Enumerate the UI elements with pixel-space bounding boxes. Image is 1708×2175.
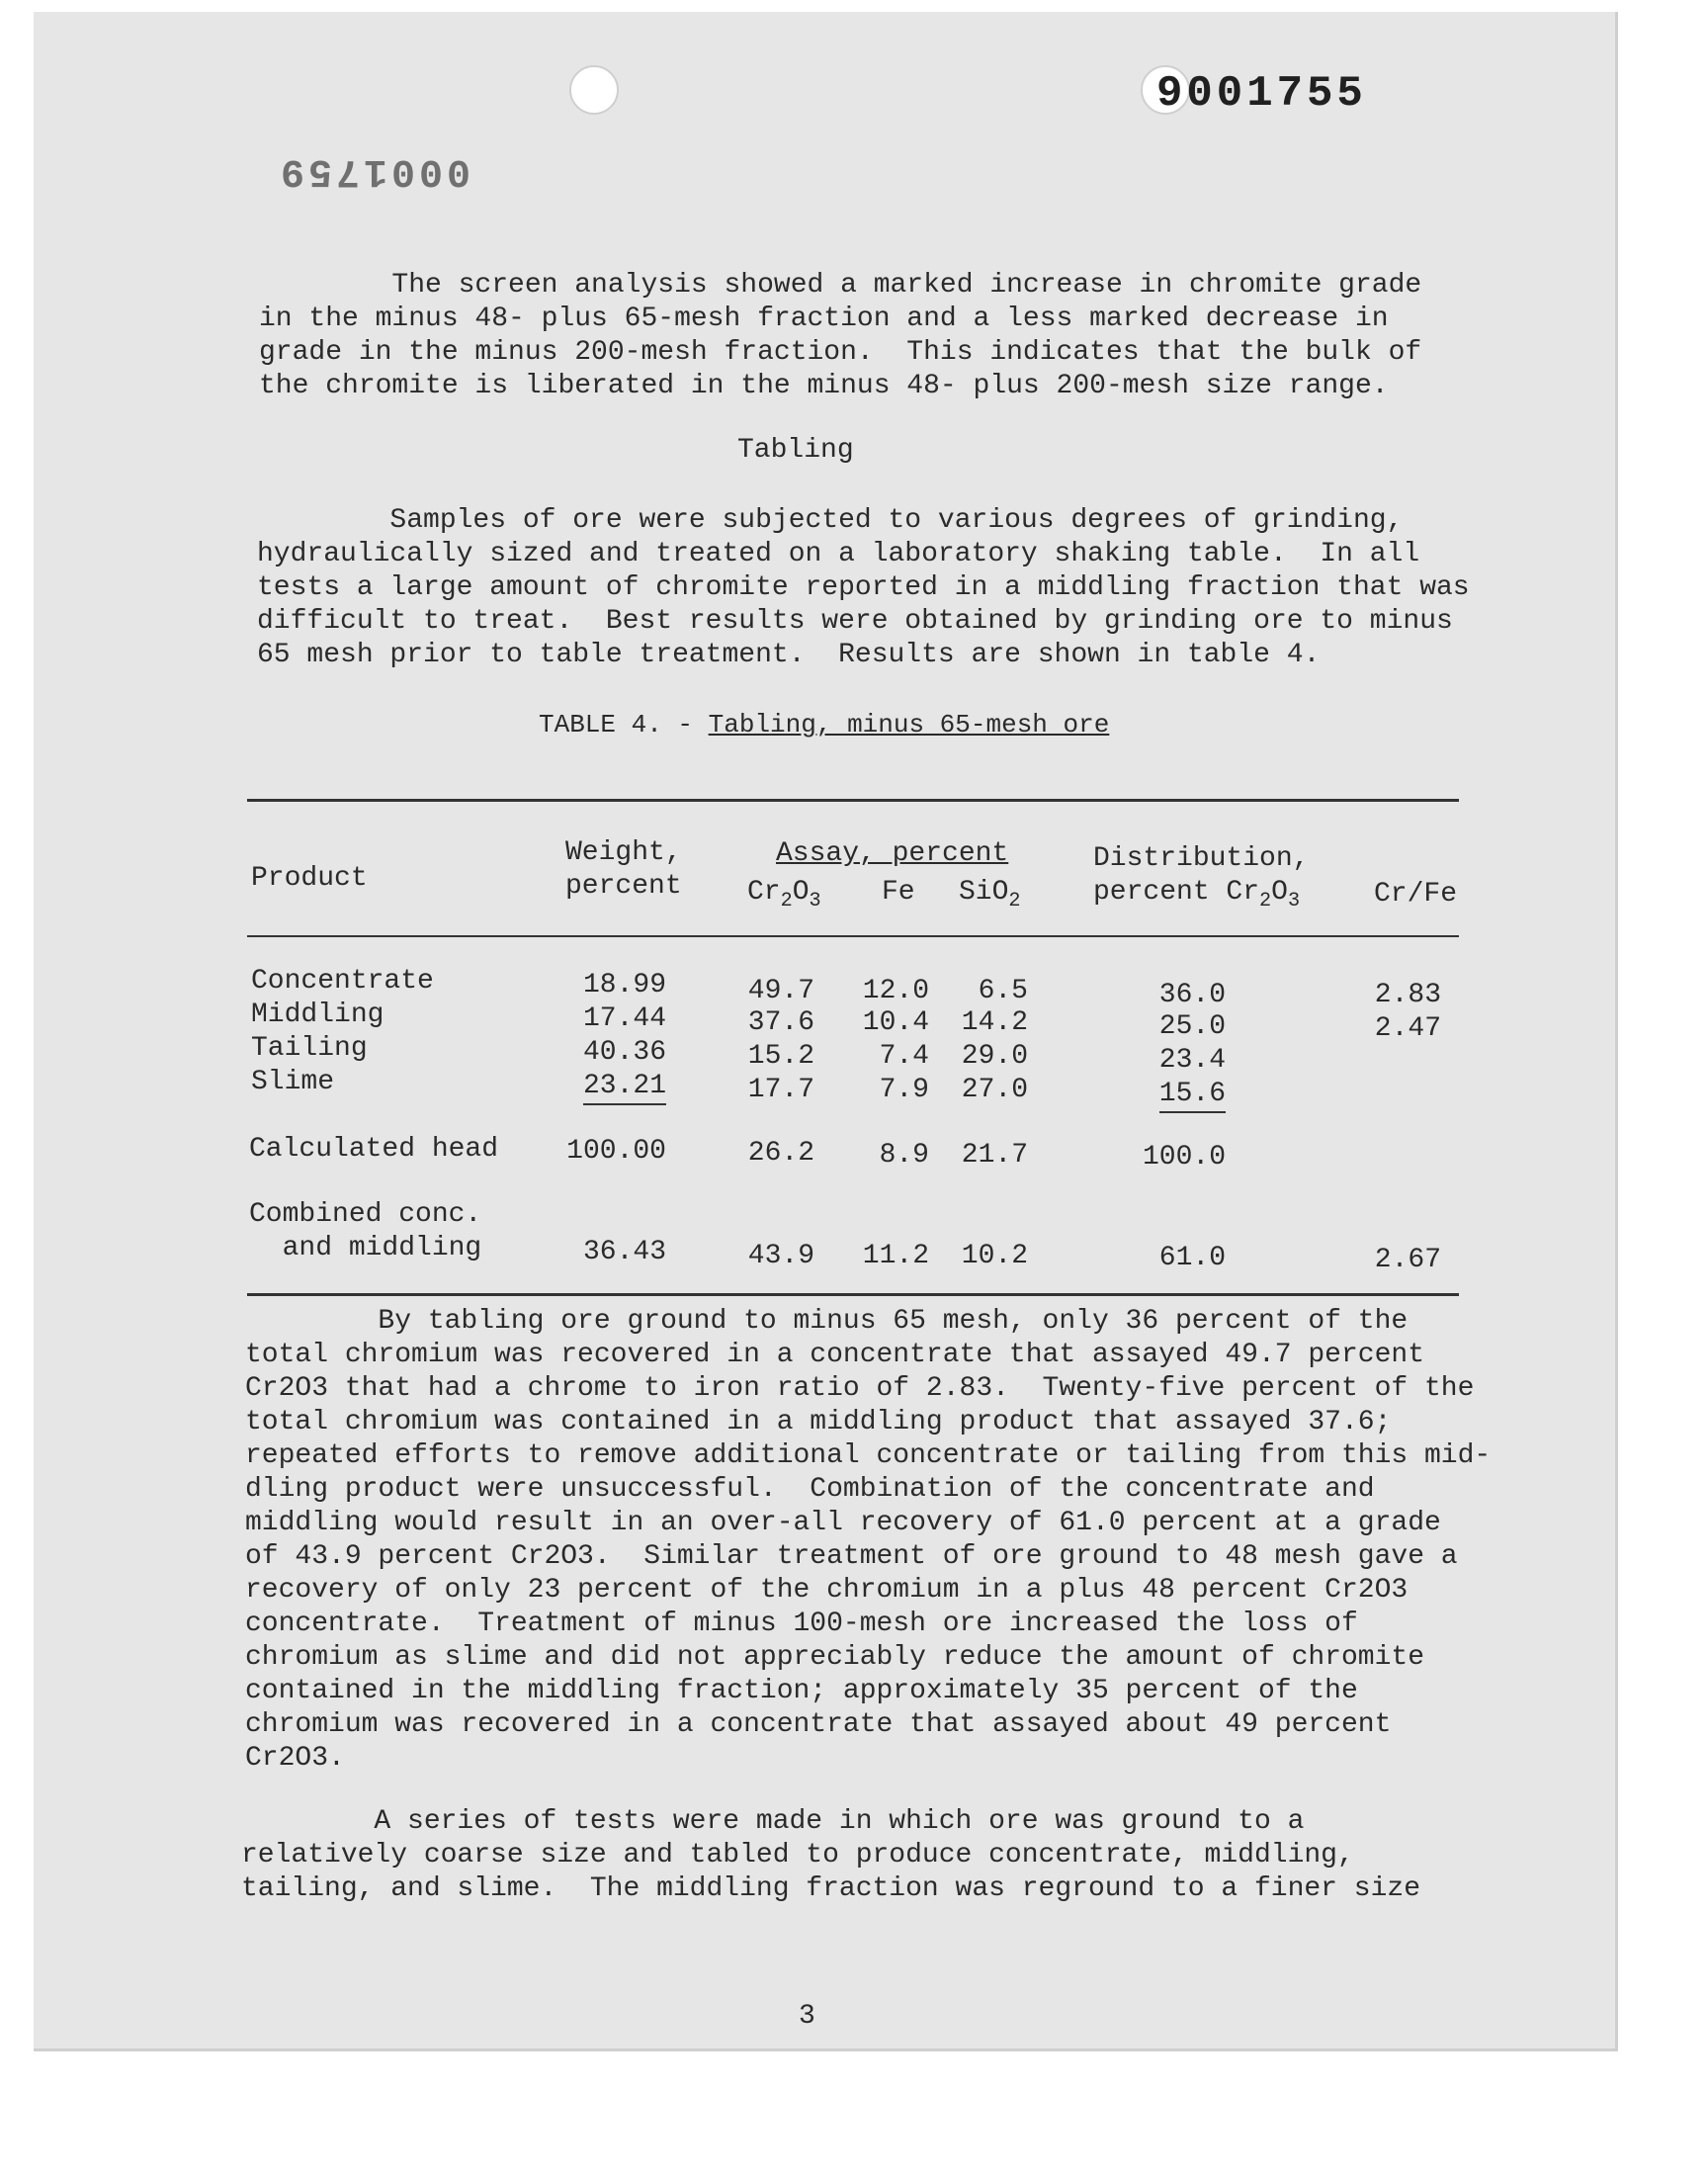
header-fe: Fe xyxy=(882,877,915,908)
page-number: 3 xyxy=(799,2001,815,2032)
table-row-cr2o3: 49.7 xyxy=(747,976,814,1006)
header-crfe: Cr/Fe xyxy=(1374,879,1458,910)
table-row-fe: 11.2 xyxy=(862,1241,929,1271)
table-top-rule xyxy=(247,799,1459,802)
text-line: in the minus 48- plus 65-mesh fraction and a less marked decrease in xyxy=(259,304,1389,334)
underlined-distribution: 15.6 xyxy=(1159,1079,1226,1113)
header-distribution-line2: percent $Cr_2O_3$ xyxy=(1093,877,1301,914)
table-row-fe: 8.9 xyxy=(879,1140,929,1171)
text-line: contained in the middling fraction; approximately 35 percent of the xyxy=(245,1676,1358,1706)
text-line: chromium was recovered in a concentrate that assayed about 49 percent xyxy=(245,1709,1392,1740)
text-line: Cr2O3 that had a chrome to iron ratio of 2.83. Twenty-five percent of the xyxy=(245,1373,1475,1404)
table-row-product: Calculated head xyxy=(249,1134,499,1165)
table-row-fe: 7.4 xyxy=(879,1041,929,1072)
table-caption xyxy=(539,710,1109,740)
text-line: chromium as slime and did not appreciably reduce the amount of chromite xyxy=(245,1642,1424,1673)
text-line: relatively coarse size and tabled to produce concentrate, middling, xyxy=(241,1840,1354,1870)
table-row-distribution: 61.0 xyxy=(1158,1243,1226,1273)
table-row-product: Middling xyxy=(251,1000,384,1030)
table-row-cr2o3: 43.9 xyxy=(747,1241,814,1271)
table-row-weight: 36.43 xyxy=(582,1237,666,1267)
table-row-weight: 40.36 xyxy=(582,1037,666,1068)
table-row-sio2: 27.0 xyxy=(961,1075,1028,1105)
table-row-weight: 100.00 xyxy=(566,1136,666,1167)
text-line: tests a large amount of chromite reported in a middling fraction that was xyxy=(257,572,1470,603)
text-line: grade in the minus 200-mesh fraction. This indicates that the bulk of xyxy=(259,337,1422,368)
table-title: Tabling, minus 65-mesh ore xyxy=(708,710,1110,740)
table-row-fe: 10.4 xyxy=(862,1007,929,1038)
table-number: TABLE 4. - xyxy=(539,710,709,740)
table-bottom-rule xyxy=(247,1293,1459,1296)
table-row-distribution: 25.0 xyxy=(1158,1011,1226,1042)
table-row-distribution xyxy=(1137,1078,1226,1111)
text-line: repeated efforts to remove additional concentrate or tailing from this mid- xyxy=(245,1440,1492,1471)
table-row-product-line1: Combined conc. xyxy=(249,1199,482,1230)
text-line: tailing, and slime. The middling fraction was reground to a finer size xyxy=(241,1873,1420,1904)
table-row-sio2: 14.2 xyxy=(961,1007,1028,1038)
document-id-stamp: 9001755 xyxy=(1156,69,1367,119)
text-line: difficult to treat. Best results were obtained by grinding ore to minus xyxy=(257,606,1453,637)
header-distribution-line1: Distribution, xyxy=(1093,843,1310,874)
text-line: middling would result in an over-all recovery of 61.0 percent at a grade xyxy=(245,1508,1441,1538)
closing-paragraph xyxy=(241,1805,1420,1906)
table-row-sio2: 6.5 xyxy=(978,976,1028,1006)
text-line: total chromium was recovered in a concentrate that assayed 49.7 percent xyxy=(245,1340,1424,1370)
table-header-rule xyxy=(247,935,1459,937)
table-row-fe: 12.0 xyxy=(862,976,929,1006)
header-product: Product xyxy=(251,863,368,894)
table-row-distribution: 23.4 xyxy=(1158,1045,1226,1076)
table-row-sio2: 21.7 xyxy=(961,1140,1028,1171)
tabling-paragraph xyxy=(257,504,1470,672)
table-row-distribution: 36.0 xyxy=(1158,980,1226,1010)
section-heading: Tabling xyxy=(737,435,854,466)
header-weight-line2: percent xyxy=(565,871,682,902)
text-line: Samples of ore were subjected to various degrees of grinding, xyxy=(257,505,1404,536)
header-weight-line1: Weight, xyxy=(565,837,682,868)
text-line: of 43.9 percent Cr2O3. Similar treatment of ore ground to 48 mesh gave a xyxy=(245,1541,1458,1572)
discussion-paragraph xyxy=(245,1305,1491,1776)
mirrored-id-stamp: 0001759 xyxy=(277,148,471,193)
table-row-weight xyxy=(563,1070,666,1103)
table-row-sio2: 29.0 xyxy=(961,1041,1028,1072)
table-row-crfe: 2.67 xyxy=(1374,1245,1441,1275)
table-row-product: Slime xyxy=(251,1067,335,1097)
text-line: hydraulically sized and treated on a laboratory shaking table. In all xyxy=(257,539,1420,569)
text-line: recovery of only 23 percent of the chromium in a plus 48 percent Cr2O3 xyxy=(245,1575,1409,1606)
text-line: total chromium was contained in a middling product that assayed 37.6; xyxy=(245,1407,1392,1437)
table-row-weight: 17.44 xyxy=(582,1003,666,1034)
text-line: the chromite is liberated in the minus 48- plus 200-mesh size range. xyxy=(259,371,1389,401)
table-row-cr2o3: 26.2 xyxy=(747,1138,814,1169)
text-line: dling product were unsuccessful. Combination of the concentrate and xyxy=(245,1474,1375,1505)
table-row-crfe: 2.83 xyxy=(1374,980,1441,1010)
text-line: Cr2O3. xyxy=(245,1743,345,1774)
table-row-cr2o3: 37.6 xyxy=(747,1007,814,1038)
intro-paragraph xyxy=(259,269,1421,403)
table-row-product: and middling xyxy=(249,1233,482,1263)
punch-hole-left xyxy=(569,65,619,115)
text-line: 65 mesh prior to table treatment. Results are shown in table 4. xyxy=(257,640,1321,670)
table-row-fe: 7.9 xyxy=(879,1075,929,1105)
table-row-distribution: 100.0 xyxy=(1142,1142,1226,1173)
table-row-weight: 18.99 xyxy=(582,970,666,1000)
text-line: The screen analysis showed a marked increase in chromite grade xyxy=(259,270,1422,301)
underlined-weight: 23.21 xyxy=(583,1071,666,1105)
text-line: concentrate. Treatment of minus 100-mesh ore increased the loss of xyxy=(245,1609,1358,1639)
table-row-cr2o3: 17.7 xyxy=(747,1075,814,1105)
table-row-sio2: 10.2 xyxy=(961,1241,1028,1271)
header-assay: Assay, percent xyxy=(776,838,1009,869)
table-row-cr2o3: 15.2 xyxy=(747,1041,814,1072)
table-row-crfe: 2.47 xyxy=(1374,1013,1441,1044)
header-cr2o3: $Cr_2O_3$ xyxy=(747,877,821,914)
table-row-product: Concentrate xyxy=(251,966,434,997)
text-line: By tabling ore ground to minus 65 mesh, only 36 percent of the xyxy=(245,1306,1409,1337)
table-row-product: Tailing xyxy=(251,1033,368,1064)
header-sio2: SiO$_2$ xyxy=(959,877,1021,914)
text-line: A series of tests were made in which ore was ground to a xyxy=(241,1806,1305,1837)
